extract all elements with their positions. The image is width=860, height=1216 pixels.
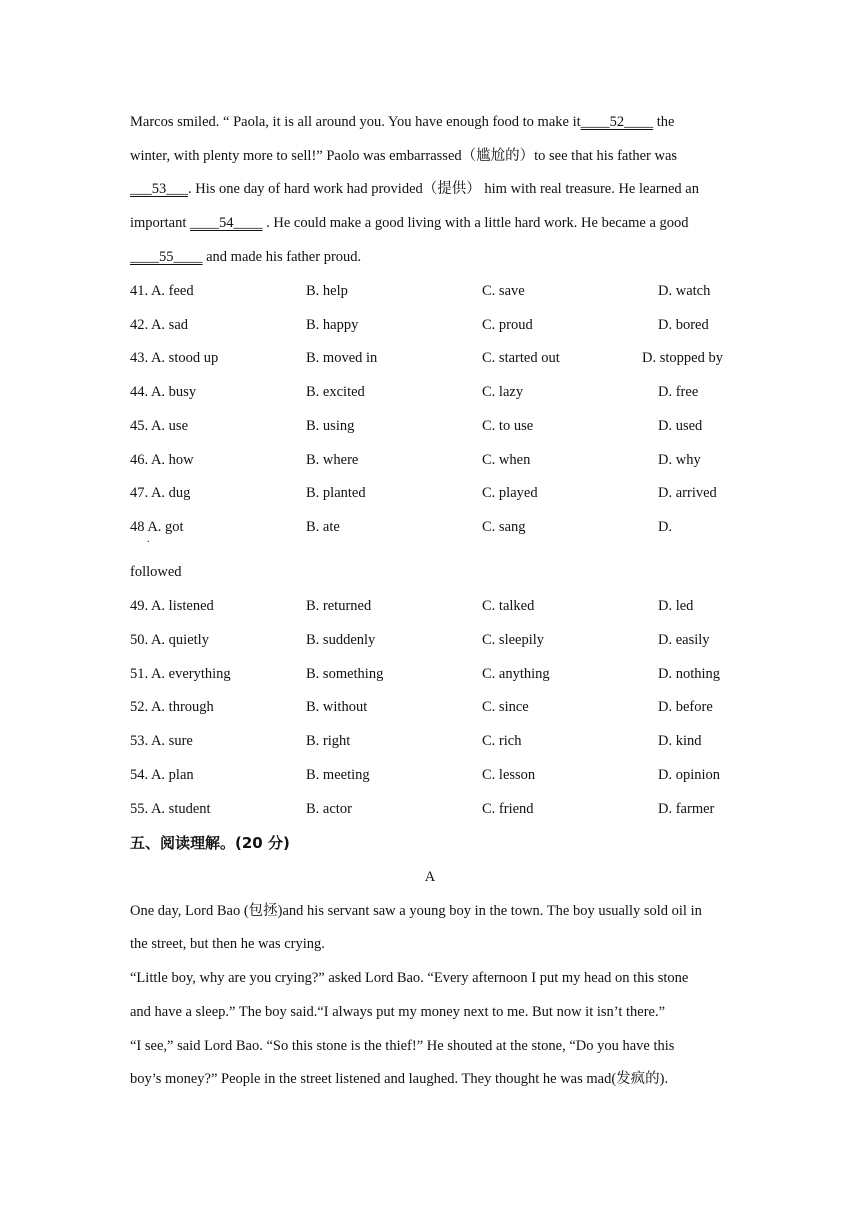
option-c: C. sang	[482, 519, 526, 535]
option-c: C. lazy	[482, 384, 524, 400]
option-c: C. anything	[482, 666, 550, 682]
blank-55: ____55____	[130, 249, 203, 265]
option-d: D. bored	[658, 317, 709, 333]
option-d: D. easily	[658, 632, 710, 648]
option-c: C. played	[482, 485, 538, 501]
blank-52: ____52____	[580, 114, 654, 130]
reading-line-2: the street, but then he was crying.	[130, 936, 325, 952]
option-a: 50. A. quietly	[130, 632, 209, 648]
option-c: C. rich	[482, 733, 522, 749]
passage-text: winter, with plenty more to sell!” Paolo was embarrassed（尴尬的）to see that his father was	[130, 148, 678, 164]
option-c: C. save	[482, 283, 525, 299]
option-d: D. free	[658, 384, 699, 400]
reading-line-5: “I see,” said Lord Bao. “So this stone is the thief!” He shouted at the stone, “Do you have this	[130, 1038, 675, 1054]
option-c: C. friend	[482, 801, 534, 817]
option-b: B. suddenly	[306, 632, 376, 648]
option-d: D. arrived	[658, 485, 717, 501]
passage-text: and made his father proud.	[202, 249, 362, 265]
option-a: 48 A. got	[130, 519, 184, 535]
option-b: B. using	[306, 418, 355, 434]
option-d: D.	[658, 519, 673, 535]
reading-line-3: “Little boy, why are you crying?” asked Lord Bao. “Every afternoon I put my head on this stone	[130, 970, 689, 986]
option-c: C. sleepily	[482, 632, 545, 648]
option-c: C. lesson	[482, 767, 536, 783]
option-b: B. right	[306, 733, 351, 749]
passage-text: the	[653, 114, 675, 130]
option-b: B. without	[306, 699, 368, 715]
option-d-wrapped-text: followed	[130, 564, 182, 580]
option-c: C. started out	[482, 350, 560, 366]
question-48-wrap	[130, 562, 182, 582]
option-c: C. to use	[482, 418, 534, 434]
option-a: 45. A. use	[130, 418, 188, 434]
option-d: D. before	[658, 699, 713, 715]
option-c: C. when	[482, 452, 531, 468]
passage-line-1	[130, 112, 674, 132]
option-d: D. farmer	[658, 801, 715, 817]
option-a: 47. A. dug	[130, 485, 191, 501]
passage-text: . He could make a good living with a little hard work. He became a good	[262, 215, 689, 231]
option-a: 51. A. everything	[130, 666, 231, 682]
option-a: 41. A. feed	[130, 283, 194, 299]
option-c: C. talked	[482, 598, 535, 614]
reading-line-6: boy’s money?” People in the street listened and laughed. They thought he was mad(发疯的).	[130, 1071, 669, 1087]
option-a: 53. A. sure	[130, 733, 193, 749]
blank-54: ____54____	[190, 215, 263, 231]
option-d: D. opinion	[658, 767, 721, 783]
option-b: B. ate	[306, 519, 340, 535]
option-a: 44. A. busy	[130, 384, 197, 400]
blank-53: ___53___	[130, 181, 188, 197]
option-a: 42. A. sad	[130, 317, 188, 333]
option-b: B. excited	[306, 384, 365, 400]
passage-line-3	[130, 179, 699, 199]
option-a: 49. A. listened	[130, 598, 214, 614]
section-title: 五、阅读理解。(20 分)	[130, 834, 290, 852]
option-c: C. proud	[482, 317, 533, 333]
option-b: B. where	[306, 452, 359, 468]
passage-text: important	[130, 215, 191, 231]
option-b: B. moved in	[306, 350, 378, 366]
option-a: 54. A. plan	[130, 767, 194, 783]
option-b: B. something	[306, 666, 384, 682]
option-d: D. led	[658, 598, 694, 614]
option-b: B. planted	[306, 485, 366, 501]
option-a: 52. A. through	[130, 699, 214, 715]
reading-part-label: A	[424, 869, 436, 885]
option-a: 43. A. stood up	[130, 350, 219, 366]
option-a: 55. A. student	[130, 801, 211, 817]
option-b: B. returned	[306, 598, 372, 614]
passage-text: . His one day of hard work had provided（提供） him with real treasure. He learned an	[188, 181, 699, 197]
option-d: D. why	[658, 452, 701, 468]
passage-text: Marcos smiled. “ Paola, it is all around you. You have enough food to make it	[130, 114, 581, 130]
reading-line-1: One day, Lord Bao (包拯)and his servant saw a young boy in the town. The boy usually sold oil in	[130, 903, 702, 919]
option-d: D. used	[658, 418, 703, 434]
passage-line-2	[130, 146, 677, 166]
stray-dot-mark: .	[147, 534, 150, 545]
option-d: D. nothing	[658, 666, 721, 682]
reading-line-4: and have a sleep.” The boy said.“I always put my money next to me. But now it isn’t there.”	[130, 1004, 666, 1020]
option-b: B. happy	[306, 317, 359, 333]
option-c: C. since	[482, 699, 529, 715]
option-d: D. watch	[658, 283, 711, 299]
option-b: B. help	[306, 283, 348, 299]
option-d: D. stopped by	[642, 350, 723, 366]
option-a: 46. A. how	[130, 452, 194, 468]
option-b: B. meeting	[306, 767, 370, 783]
passage-line-5	[130, 247, 361, 267]
option-d: D. kind	[658, 733, 702, 749]
option-b: B. actor	[306, 801, 352, 817]
passage-line-4	[130, 213, 689, 233]
